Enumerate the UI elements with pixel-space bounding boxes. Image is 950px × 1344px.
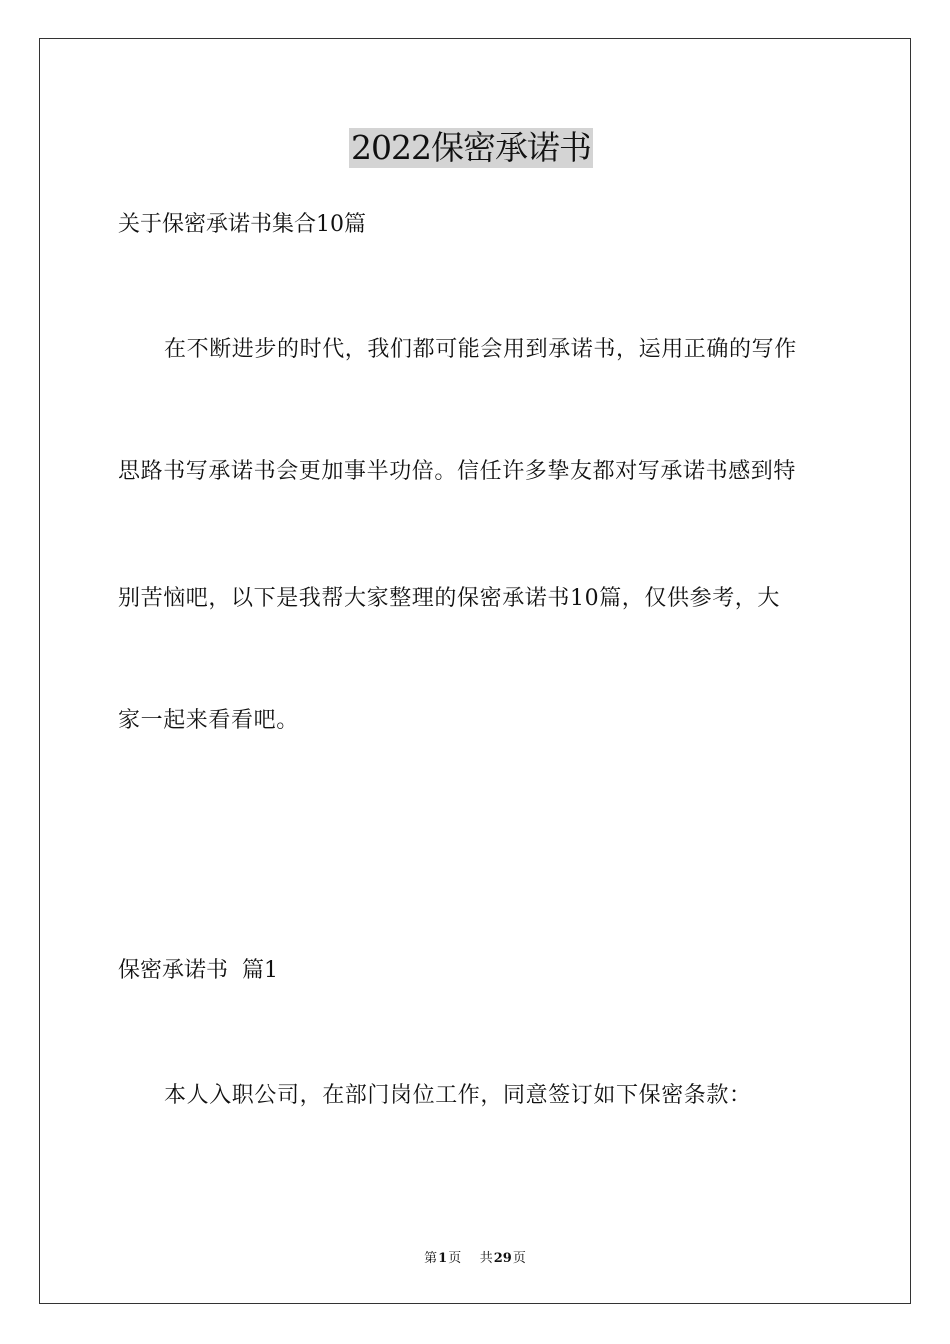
page-footer [0,1247,950,1266]
section-heading: 保密承诺书 篇1 [118,958,278,983]
intro-line-2: 思路书写承诺书会更加事半功倍。信任许多挚友都对写承诺书感到特 [118,459,797,484]
footer-page-number: 1 [438,1251,448,1266]
footer-total-pages: 29 [493,1251,512,1266]
intro-line-1: 在不断进步的时代，我们都可能会用到承诺书，运用正确的写作 [164,337,797,362]
intro-line-4: 家一起来看看吧。 [118,708,299,733]
footer-total-prefix: 共 [479,1251,493,1266]
document-title: 2022保密承诺书 [351,128,591,167]
intro-line-3: 别苦恼吧，以下是我帮大家整理的保密承诺书10篇，仅供参考，大 [118,586,780,611]
document-subtitle: 关于保密承诺书集合10篇 [118,212,366,237]
section-first-line: 本人入职公司，在部门岗位工作，同意签订如下保密条款： [164,1083,752,1108]
footer-page-prefix: 第 [424,1251,438,1266]
footer-total-suffix: 页 [512,1251,526,1266]
footer-page-suffix: 页 [448,1251,462,1266]
